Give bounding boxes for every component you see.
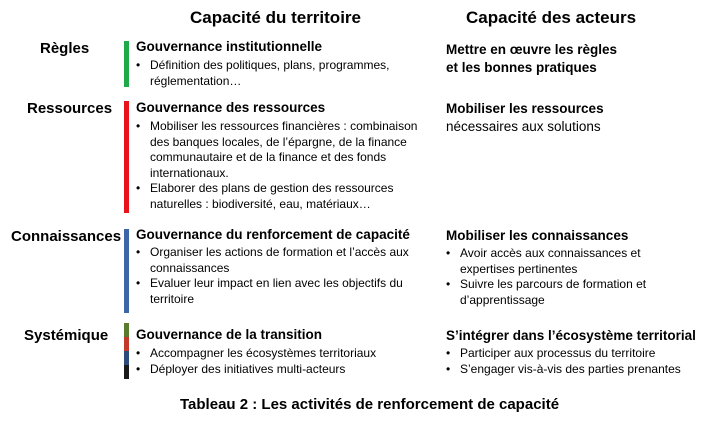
row-label-regles: Règles	[40, 40, 90, 57]
actors-title-line: S’intégrer dans l’écosystème territorial	[446, 328, 696, 343]
bullet-item: • Elaborer des plans de gestion des ressources naturelles : biodiversité, eau, matériaux…	[136, 181, 424, 212]
territory-bullets	[136, 346, 426, 377]
row-color-bar	[124, 229, 129, 313]
actors-block	[446, 327, 716, 377]
actors-bullets	[446, 246, 676, 308]
territory-title: Gouvernance de la transition	[136, 327, 323, 342]
actors-title-line: et les bonnes pratiques	[446, 60, 597, 75]
actors-title-line: Mettre en œuvre les règles	[446, 42, 618, 57]
bullet-item: • Déployer des initiatives multi-acteurs	[136, 362, 426, 378]
color-bar-segment	[124, 365, 129, 379]
territory-bullets	[136, 245, 426, 307]
column-header-actors: Capacité des acteurs	[466, 8, 637, 27]
bullet-item: • Evaluer leur impact en lien avec les objectifs du territoire	[136, 276, 426, 307]
actors-title-line: Mobiliser les connaissances	[446, 228, 629, 243]
bullet-item: • Mobiliser les ressources financières : combinaison des banques locales, de l’épargne, de la finance communautaire et de la finance et des fonds internationaux.	[136, 119, 424, 181]
territory-bullets	[136, 58, 418, 89]
bullet-item: • Suivre les parcours de formation et d’apprentissage	[446, 277, 676, 308]
actors-block	[446, 100, 696, 136]
territory-title: Gouvernance des ressources	[136, 100, 326, 115]
territory-title: Gouvernance du renforcement de capacité	[136, 227, 410, 242]
territory-bullets	[136, 119, 424, 212]
bullet-item: • S’engager vis-à-vis des parties prenantes	[446, 362, 716, 378]
color-bar-segment	[124, 323, 129, 337]
actors-subtitle: nécessaires aux solutions	[446, 119, 601, 134]
bullet-item: • Participer aux processus du territoire	[446, 346, 716, 362]
color-bar-segment	[124, 337, 129, 351]
territory-title: Gouvernance institutionnelle	[136, 39, 323, 54]
actors-block	[446, 227, 706, 308]
row-label-connaissances: Connaissances	[11, 228, 122, 245]
actors-title-line: Mobiliser les ressources	[446, 101, 604, 116]
row-label-ressources: Ressources	[27, 100, 113, 117]
column-header-territory: Capacité du territoire	[190, 8, 361, 27]
color-bar-segment	[124, 351, 129, 365]
row-color-bar	[124, 101, 129, 213]
actors-bullets	[446, 346, 716, 377]
bullet-item: • Définition des politiques, plans, programmes, réglementation…	[136, 58, 418, 89]
bullet-item: • Avoir accès aux connaissances et expertises pertinentes	[446, 246, 676, 277]
bullet-item: • Organiser les actions de formation et l’accès aux connaissances	[136, 245, 426, 276]
row-color-bar	[124, 41, 129, 87]
row-color-bar	[124, 323, 129, 379]
row-label-systemique: Systémique	[24, 327, 109, 344]
bullet-item: • Accompagner les écosystèmes territoriaux	[136, 346, 426, 362]
actors-block	[446, 41, 696, 77]
table-caption: Tableau 2 : Les activités de renforcement de capacité	[180, 396, 560, 413]
